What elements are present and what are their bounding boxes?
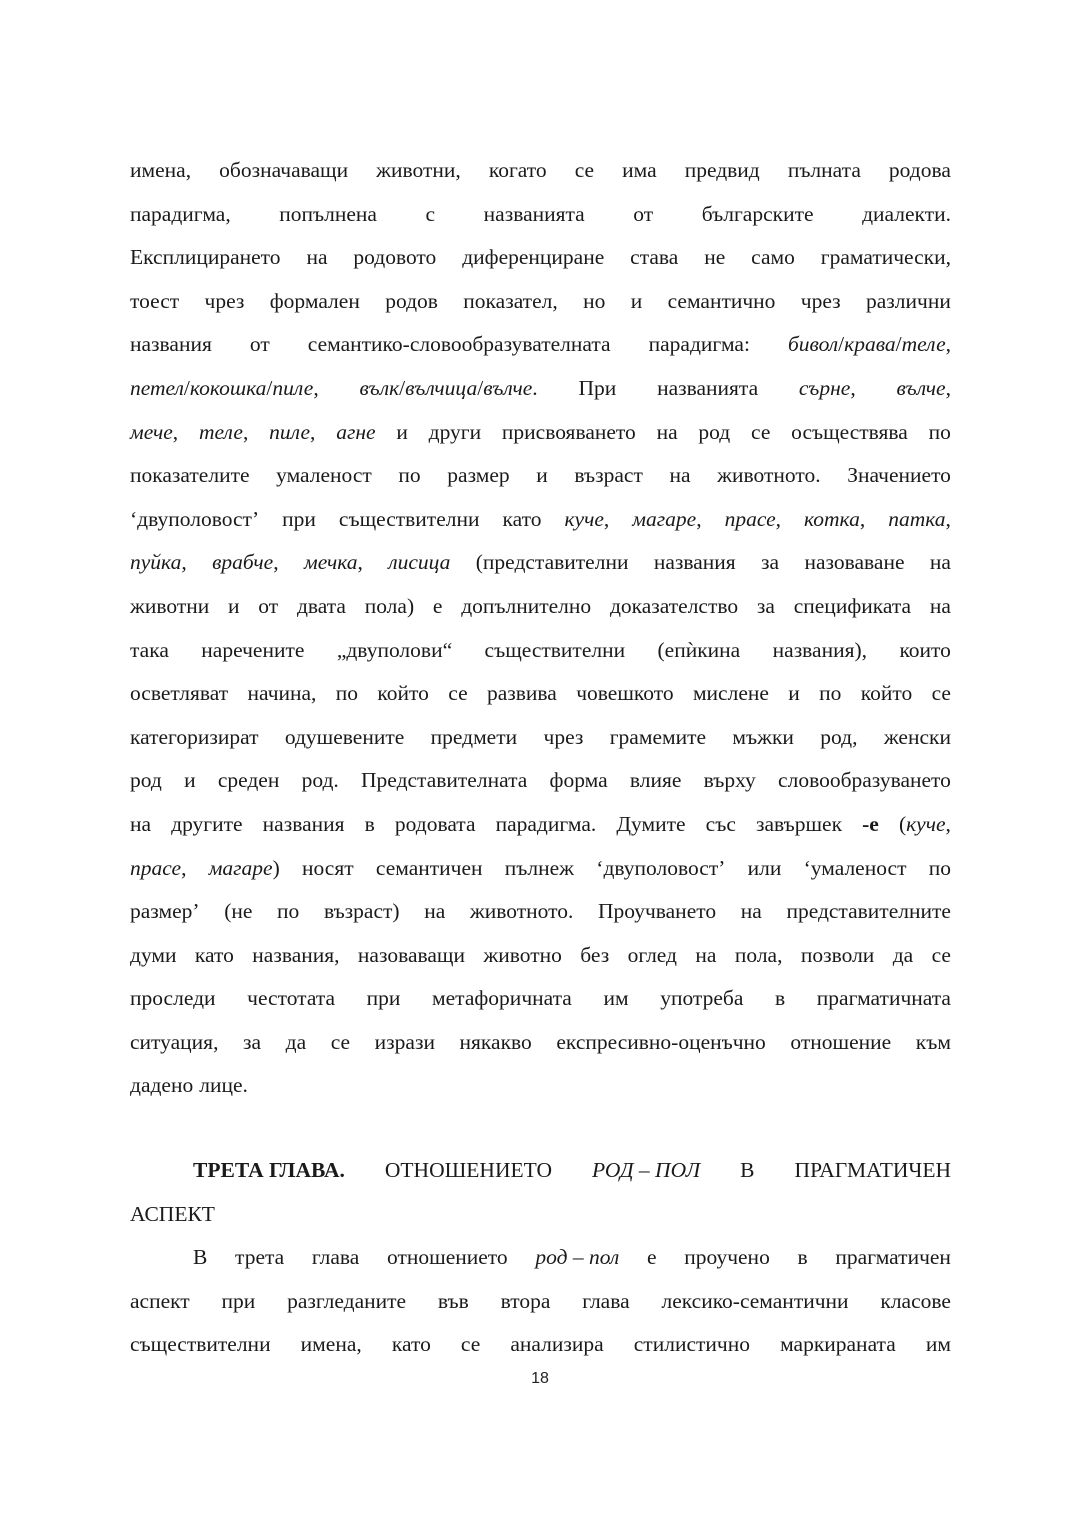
word: развива	[486, 681, 557, 706]
word: като	[502, 506, 542, 531]
chapter-heading	[130, 1149, 951, 1236]
word: женски	[883, 724, 951, 749]
word: съществителни	[130, 1332, 271, 1357]
heading-bold: ТРЕТА ГЛАВА.	[193, 1158, 345, 1183]
word: е	[647, 1245, 657, 1270]
word: мече,	[130, 419, 179, 444]
word: животното.	[717, 463, 821, 488]
word: При	[578, 375, 617, 400]
word: „двуполови“	[336, 637, 453, 662]
word: и	[228, 593, 240, 618]
word: оглед	[627, 942, 677, 967]
word: и	[396, 419, 408, 444]
word: обозначаващи	[219, 158, 349, 182]
word: при	[221, 1288, 256, 1313]
word: словообразуването	[778, 768, 951, 793]
word: (епѝкина	[657, 637, 741, 662]
word: допълнително	[461, 593, 592, 618]
text-line	[130, 977, 951, 1021]
word: род.	[301, 768, 339, 793]
word: да	[892, 942, 914, 967]
word: отношението	[387, 1245, 508, 1270]
word: честотата	[247, 986, 336, 1011]
word: и	[630, 288, 643, 313]
word: съществителни	[338, 506, 480, 531]
word: употреба	[660, 986, 744, 1011]
word: патка,	[888, 506, 951, 531]
text-line	[130, 411, 951, 455]
word: възраст)	[323, 899, 400, 924]
text-line	[130, 1236, 951, 1280]
word: като	[194, 942, 234, 967]
word: ‘умаленост	[803, 855, 907, 880]
word: ‘двуполовост’	[596, 855, 726, 880]
word: Експлицирането	[130, 245, 281, 270]
word: названията	[657, 375, 759, 400]
heading-word: ОТНОШЕНИЕТО	[384, 1158, 552, 1183]
word: трета	[235, 1245, 285, 1270]
heading-word: В	[740, 1158, 755, 1183]
word: има	[622, 158, 657, 182]
page-number: 18	[531, 1370, 549, 1387]
heading-line2: АСПЕКТ	[130, 1201, 215, 1226]
word: названия),	[772, 637, 868, 662]
word: животни,	[376, 158, 461, 182]
word: пола,	[734, 942, 783, 967]
word: се	[574, 158, 595, 182]
word: вълк/вълчица/вълче.	[359, 375, 538, 400]
word: когато	[488, 158, 547, 182]
word: отношение	[790, 1029, 892, 1054]
word: при	[366, 986, 401, 1011]
paragraph-animal-gender	[130, 149, 951, 1108]
word: котка,	[804, 506, 866, 531]
word: глава	[582, 1288, 630, 1313]
text-line	[130, 759, 951, 803]
word: българските	[701, 201, 814, 226]
word: пола)	[364, 593, 415, 618]
word: другите	[171, 811, 243, 836]
word: и	[788, 681, 800, 706]
word: предмети	[430, 724, 518, 749]
word: Значението	[847, 463, 951, 488]
word: присвояването	[501, 419, 636, 444]
word: по	[335, 681, 359, 706]
word: семантичен	[375, 855, 483, 880]
word: агне	[336, 419, 376, 444]
word: прагматичната	[816, 986, 951, 1011]
word: по	[928, 419, 951, 444]
word: им	[603, 986, 629, 1011]
word: Думите	[616, 811, 686, 836]
text-line	[130, 847, 951, 891]
word: им	[925, 1332, 951, 1357]
text-line	[130, 716, 951, 760]
word: форма	[549, 768, 608, 793]
word: родовата	[394, 811, 476, 836]
heading-italic: РОД – ПОЛ	[592, 1158, 701, 1183]
word: на	[740, 899, 762, 924]
word: по	[819, 681, 842, 706]
text-line	[130, 672, 951, 716]
word: глава	[311, 1245, 360, 1270]
word: ‘двуполовост’	[130, 506, 260, 531]
word: спецификата	[793, 593, 912, 618]
word: семантико-словообразувателната	[307, 332, 611, 357]
heading-word: ПРАГМАТИЧЕН	[794, 1158, 951, 1183]
word: животно	[483, 942, 562, 967]
text-line	[130, 367, 951, 411]
word: одушевените	[284, 724, 405, 749]
word: пълната	[787, 158, 861, 182]
word: куче,	[564, 506, 610, 531]
word: чрез	[204, 288, 245, 313]
word: парадигма:	[648, 332, 750, 357]
word: които	[899, 637, 951, 662]
word: имена,	[300, 1332, 362, 1357]
text-line	[130, 541, 951, 585]
word: диалекти.	[862, 201, 951, 226]
word: за	[761, 550, 780, 575]
word: -е	[862, 811, 879, 836]
word: попълнена	[279, 201, 377, 226]
word: граматически,	[820, 245, 951, 270]
text-line	[130, 1021, 951, 1065]
word: човешкото	[576, 681, 674, 706]
word: експресивно-оценъчно	[556, 1029, 766, 1054]
word: стилистично	[633, 1332, 750, 1357]
word: осъществява	[791, 419, 908, 444]
word: така	[130, 637, 169, 662]
word: чрез	[543, 724, 584, 749]
word: лексико-семантични	[661, 1288, 849, 1313]
text-line	[130, 1064, 951, 1108]
word: животни	[130, 593, 210, 618]
word: петел/кокошка/пиле,	[130, 375, 319, 400]
word: е	[432, 593, 443, 618]
word: който	[860, 681, 913, 706]
word: на	[669, 463, 691, 488]
word: да	[285, 1029, 307, 1054]
word: прасе,	[130, 855, 187, 880]
word: различни	[866, 288, 951, 313]
word: род – пол	[535, 1245, 620, 1270]
text-line	[130, 193, 951, 237]
word: по	[398, 463, 421, 488]
word: класове	[880, 1288, 951, 1313]
word: (представителни	[475, 550, 629, 575]
word: става	[630, 245, 679, 270]
text-line	[130, 890, 951, 934]
word: на	[929, 593, 951, 618]
word: магаре)	[208, 855, 280, 880]
word: парадигма.	[495, 811, 597, 836]
word: Проучването	[598, 899, 717, 924]
word: други	[428, 419, 482, 444]
document-page	[130, 149, 951, 1367]
word: маркираната	[780, 1332, 896, 1357]
text-line	[130, 149, 951, 193]
word: и	[184, 768, 196, 793]
word: на	[929, 550, 951, 575]
word: прагматичен	[835, 1245, 951, 1270]
text-line	[130, 236, 951, 280]
word: лисица	[388, 550, 451, 575]
text-line	[130, 803, 951, 847]
word: дадено	[130, 1073, 194, 1098]
word: бивол/крава/теле,	[787, 332, 951, 357]
word: формален	[269, 288, 360, 313]
word: не	[704, 245, 726, 270]
word: за	[756, 593, 775, 618]
word: анализира	[510, 1332, 604, 1357]
word: В	[193, 1245, 208, 1270]
word: (куче,	[898, 811, 951, 836]
word: на	[306, 245, 328, 270]
word: названия,	[252, 942, 340, 967]
word: някакво	[459, 1029, 532, 1054]
word: без	[580, 942, 610, 967]
word: по	[928, 855, 951, 880]
word: съществителни	[484, 637, 626, 662]
word: от	[633, 201, 654, 226]
word: размер’	[130, 899, 200, 924]
word: представителните	[786, 899, 951, 924]
text-line	[130, 323, 951, 367]
word: влияе	[629, 768, 682, 793]
word: възраст	[574, 463, 643, 488]
text-line	[130, 498, 951, 542]
word: грамемите	[609, 724, 707, 749]
word: родов	[385, 288, 438, 313]
word: осветляват	[130, 681, 229, 706]
word: мислене	[692, 681, 769, 706]
word: тоест	[130, 288, 180, 313]
word: назоваване	[804, 550, 905, 575]
paragraph-chapter-three	[130, 1236, 951, 1367]
word: но	[583, 288, 606, 313]
word: аспект	[130, 1288, 190, 1313]
word: на	[695, 942, 717, 967]
word: семантично	[667, 288, 776, 313]
word: проследи	[130, 986, 216, 1011]
text-line	[130, 629, 951, 673]
word: пиле,	[269, 419, 316, 444]
word: доказателство	[609, 593, 739, 618]
word: изрази	[374, 1029, 435, 1054]
word: във	[437, 1288, 469, 1313]
word: проучено	[684, 1245, 770, 1270]
word: диференциране	[462, 245, 605, 270]
word: при	[282, 506, 316, 531]
word: на	[424, 899, 446, 924]
word: се	[931, 681, 951, 706]
word: прасе,	[724, 506, 782, 531]
word: носят	[302, 855, 354, 880]
word: пълнеж	[504, 855, 575, 880]
word: и	[536, 463, 548, 488]
word: или	[747, 855, 782, 880]
word: се	[460, 1332, 481, 1357]
word: (не	[224, 899, 253, 924]
word: с	[425, 201, 436, 226]
word: назоваващи	[357, 942, 465, 967]
word: върху	[703, 768, 756, 793]
word: предвид	[684, 158, 760, 182]
word: названия	[262, 811, 345, 836]
word: парадигма,	[130, 201, 231, 226]
word: само	[751, 245, 795, 270]
word: названията	[483, 201, 585, 226]
word: род	[130, 768, 162, 793]
word: лице.	[199, 1073, 248, 1098]
word: на	[130, 811, 152, 836]
word: от	[258, 593, 279, 618]
word: мечка,	[303, 550, 363, 575]
word: от	[249, 332, 270, 357]
text-line	[130, 1280, 951, 1324]
word: показателите	[130, 463, 250, 488]
word: мъжки	[732, 724, 794, 749]
word: родовото	[353, 245, 437, 270]
word: ситуация,	[130, 1029, 219, 1054]
word: разгледаните	[287, 1288, 407, 1313]
word: категоризират	[130, 724, 259, 749]
text-line	[130, 1323, 951, 1367]
word: двата	[296, 593, 346, 618]
word: размер	[447, 463, 510, 488]
word: се	[751, 419, 771, 444]
word: врабче,	[212, 550, 279, 575]
word: който	[377, 681, 429, 706]
word: по	[277, 899, 300, 924]
word: към	[915, 1029, 951, 1054]
word: позволи	[800, 942, 875, 967]
word: на	[656, 419, 678, 444]
word: имена,	[130, 158, 192, 182]
word: животното.	[469, 899, 574, 924]
word: със	[705, 811, 736, 836]
word: завършек	[755, 811, 843, 836]
word: метафоричната	[432, 986, 572, 1011]
word: вълче,	[896, 375, 951, 400]
word: сърне,	[798, 375, 856, 400]
word: се	[330, 1029, 351, 1054]
word: показател,	[463, 288, 558, 313]
word: названия	[653, 550, 736, 575]
word: теле,	[198, 419, 249, 444]
word: родова	[888, 158, 951, 182]
text-line	[130, 934, 951, 978]
word: умаленост	[276, 463, 372, 488]
text-line	[130, 454, 951, 498]
text-line	[130, 280, 951, 324]
word: се	[931, 942, 951, 967]
word: род	[698, 419, 731, 444]
word: магаре,	[632, 506, 702, 531]
word: втора	[500, 1288, 551, 1313]
word: в	[364, 811, 375, 836]
word: наречените	[201, 637, 305, 662]
word: чрез	[800, 288, 841, 313]
word: начина,	[247, 681, 317, 706]
word: пуйка,	[130, 550, 187, 575]
word: в	[774, 986, 786, 1011]
word: род,	[820, 724, 858, 749]
word: в	[797, 1245, 808, 1270]
word: като	[391, 1332, 431, 1357]
word: Представителната	[361, 768, 528, 793]
word: се	[448, 681, 468, 706]
word: названия	[130, 332, 212, 357]
word: думи	[130, 942, 177, 967]
word: среден	[217, 768, 280, 793]
text-line	[130, 585, 951, 629]
word: за	[243, 1029, 262, 1054]
